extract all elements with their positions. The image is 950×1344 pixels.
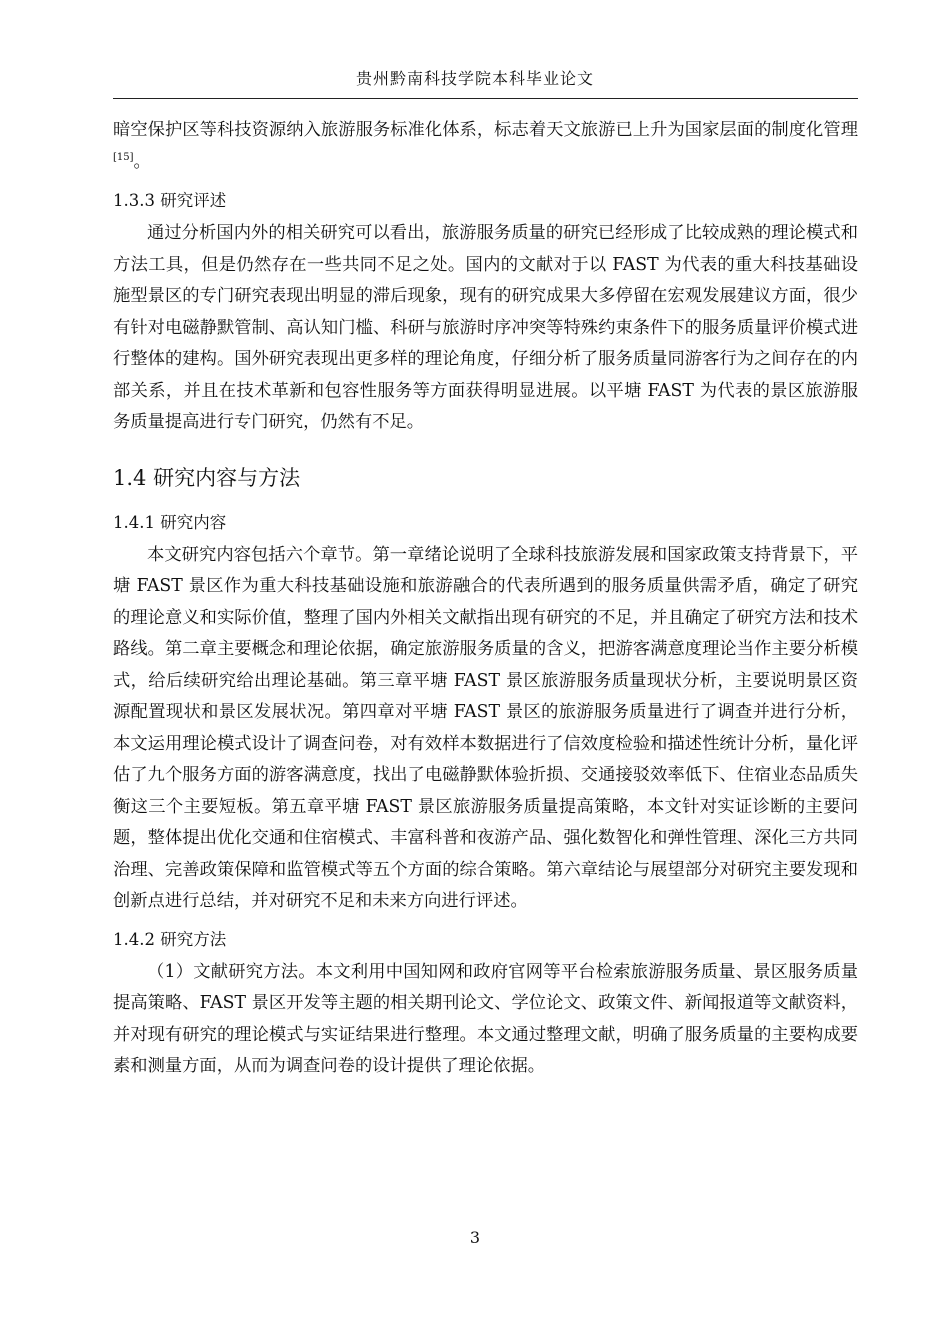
section-heading-1-4-1: 1.4.1 研究内容 — [113, 512, 227, 532]
page-header: 贵州黔南科技学院本科毕业论文 — [355, 69, 594, 88]
section-heading-1-4-2: 1.4.2 研究方法 — [113, 929, 227, 949]
paragraph-end: 。 — [133, 151, 151, 172]
header-rule — [113, 98, 858, 99]
citation-ref: [15] — [113, 151, 134, 163]
section-heading-1-3-3: 1.3.3 研究评述 — [113, 191, 227, 210]
paragraph-research-content: 本文研究内容包括六个章节。第一章绪论说明了全球科技旅游发展和国家政策支持背景下，平塘 FAST 景区作为重大科技基础设施和旅游融合的代表所遇到的服务质量供需矛盾，确定了研究的理论意义和实际价值，整理了国内外相关文献指出现有研究的不足，并且确定了研究方法和技术路线。第二章主要概念和理论依据，确定旅游服务质量的含义，把游客满意度理论当作主要分析模式，给后续研究给出理论基础。第三章平塘 FAST 景区旅游服务质量现状分析，主要说明景区资源配置现状和景区发展状况。第四章对平塘 FAST 景区的旅游服务质量进行了调查并进行分析，本文运用理论模式设计了调查问卷，对有效样本数据进行了信效度检验和描述性统计分析，量化评估了九个服务方面的游客满意度，找出了电磁静默体验折损、交通接驳效率低下、住宿业态品质失衡这三个主要短板。第五章平塘 FAST 景区旅游服务质量提高策略，本文针对实证诊断的主要问题，整体提出优化交通和住宿模式、丰富科普和夜游产品、强化数智化和弹性管理、深化三方共同治理、完善政策保障和监管模式等五个方面的综合策略。第六章结论与展望部分对研究主要发现和创新点进行总结，并对研究不足和未来方向进行评述。 — [113, 544, 858, 911]
paragraph-research-review: 通过分析国内外的相关研究可以看出，旅游服务质量的研究已经形成了比较成熟的理论模式和方法工具，但是仍然存在一些共同不足之处。国内的文献对于以 FAST 为代表的重大科技基础设施型景区的专门研究表现出明显的滞后现象，现有的研究成果大多停留在宏观发展建议方面，很少有针对电磁静默管制、高认知门槛、科研与旅游时序冲突等特殊约束条件下的服务质量评价模式进行整体的建构。国外研究表现出更多样的理论角度，仔细分析了服务质量同游客行为之间存在的内部关系，并且在技术革新和包容性服务等方面获得明显进展。以平塘 FAST 为代表的景区旅游服务质量提高进行专门研究，仍然有不足。 — [113, 223, 858, 432]
page-content — [113, 115, 858, 1083]
paragraph-continuation — [113, 115, 858, 178]
page-number: 3 — [469, 1228, 481, 1247]
section-heading-1-4: 1.4 研究内容与方法 — [113, 465, 301, 490]
paragraph-text: 暗空保护区等科技资源纳入旅游服务标准化体系，标志着天文旅游已上升为国家层面的制度化管理 — [113, 120, 858, 140]
paragraph-research-methods: （1）文献研究方法。本文利用中国知网和政府官网等平台检索旅游服务质量、景区服务质量提高策略、FAST 景区开发等主题的相关期刊论文、学位论文、政策文件、新闻报道等文献资料，并对现有研究的理论模式与实证结果进行整理。本文通过整理文献，明确了服务质量的主要构成要素和测量方面，从而为调查问卷的设计提供了理论依据。 — [113, 961, 858, 1076]
